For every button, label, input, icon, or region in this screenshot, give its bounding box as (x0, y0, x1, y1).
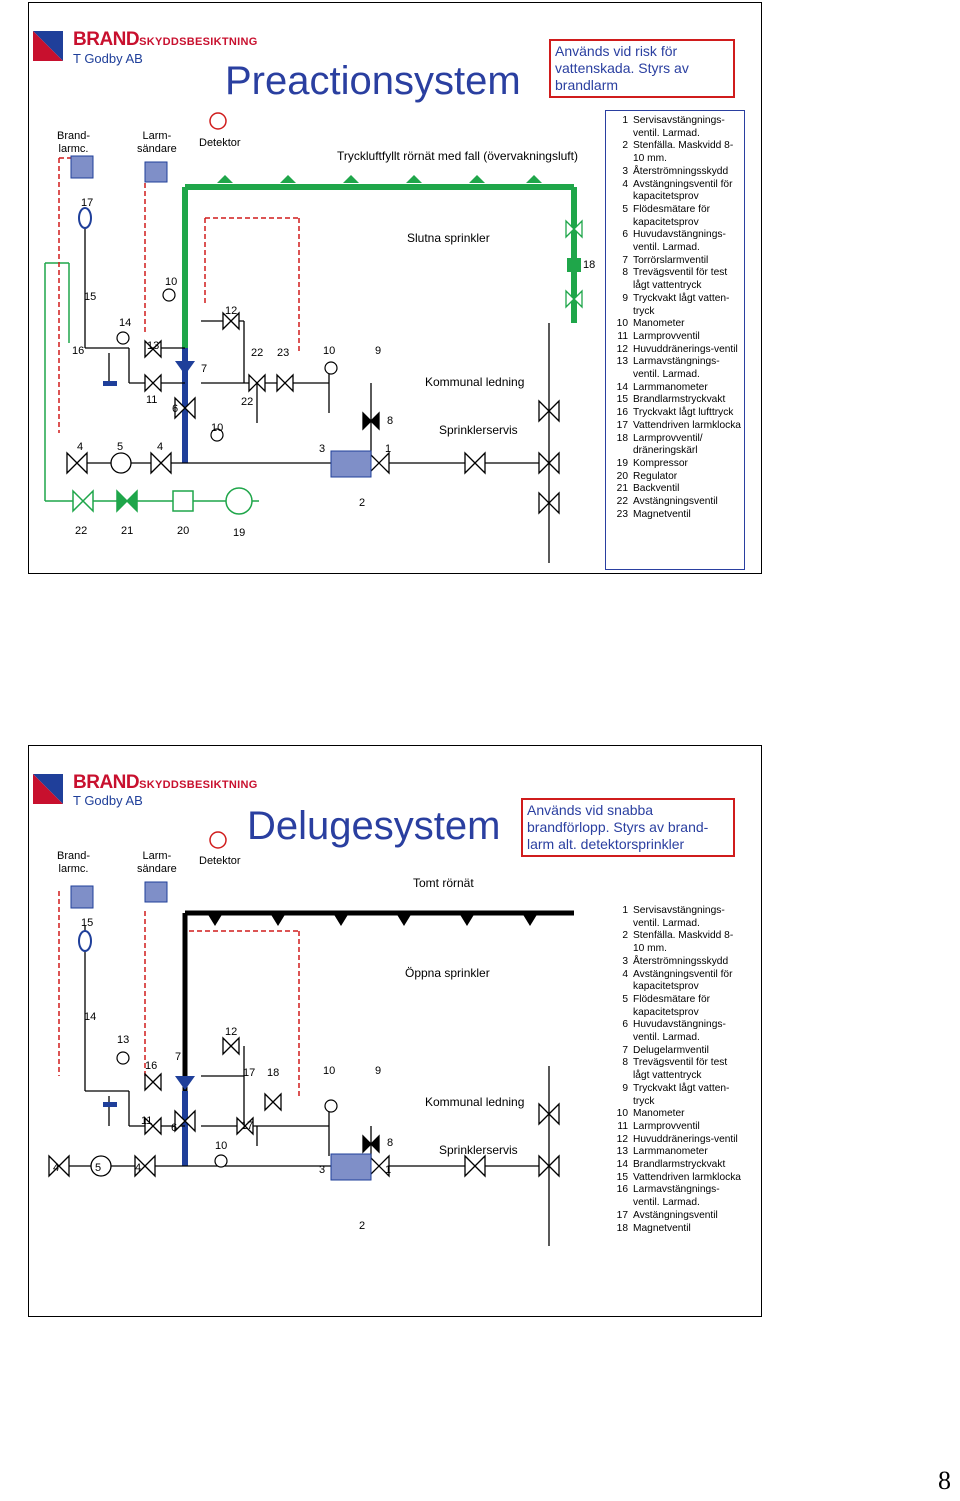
legend-number: 18 (616, 1222, 628, 1234)
legend-text: Flödesmätare för kapacitetsprov (633, 203, 711, 228)
legend-text: Larmprovventil/ dräneringskärl (633, 432, 703, 457)
legend-text: Avstängningsventil (633, 496, 718, 508)
sprinklerservis-label: Sprinklerservis (439, 423, 518, 437)
legend-text: Larmprovventil (633, 330, 700, 342)
company-name: T Godby AB (73, 51, 143, 66)
legend-list (612, 905, 742, 1235)
legend-number: 21 (616, 483, 628, 495)
pipe-label: Tryckluftfyllt rörnät med fall (övervakningsluft) (337, 149, 578, 163)
legend-number: 8 (622, 1057, 628, 1069)
component-number: 15 (84, 291, 97, 303)
legend-item (612, 905, 742, 930)
legend-text: Brandlarmstryckvakt (633, 394, 726, 406)
legend-number: 12 (616, 1133, 628, 1145)
legend-item (612, 382, 742, 395)
header-brandlarmc: Brand- larmc. (57, 850, 91, 875)
legend-number: 16 (616, 407, 628, 419)
legend-item (612, 420, 742, 433)
component-number: 22 (251, 347, 264, 359)
component-number: 22 (75, 525, 88, 537)
legend-number: 9 (622, 1082, 628, 1094)
legend-item (612, 1019, 742, 1044)
component-number: 19 (233, 527, 246, 539)
legend-number: 2 (622, 140, 628, 152)
brand-logo: BRANDSKYDDSBESIKTNING (73, 29, 258, 50)
component-number: 3 (319, 443, 326, 455)
component-number: 9 (375, 345, 382, 357)
legend-number: 2 (622, 930, 628, 942)
bell-icon (79, 208, 91, 228)
legend-text: Trevägsventil för test lågt vattentryck (633, 1057, 728, 1082)
legend-number: 8 (622, 267, 628, 279)
legend-number: 11 (617, 330, 628, 342)
legend-text: Vattendriven larmklocka (633, 419, 741, 431)
preaction-slide (28, 2, 762, 574)
component-number: 5 (117, 441, 124, 453)
component-number: 5 (95, 1162, 102, 1174)
legend-number: 11 (617, 1120, 628, 1132)
legend-text: Tryckvakt lågt lufttryck (633, 407, 734, 419)
legend-number: 23 (616, 508, 628, 520)
component-number: 4 (135, 1162, 142, 1174)
sprinkler-heads (217, 175, 542, 183)
legend-text: Tryckvakt lågt vatten-tryck (633, 292, 730, 317)
legend-text: Huvudavstängnings-ventil. Larmad. (633, 229, 726, 254)
pressure-switch (103, 1102, 117, 1107)
legend-item (612, 166, 742, 179)
legend-text: Manometer (633, 1108, 685, 1120)
legend-text: Larmavstängnings-ventil. Larmad. (633, 1184, 720, 1209)
component-number: 3 (319, 1164, 326, 1176)
legend-text: Återströmningsskydd (633, 955, 729, 967)
component-number: 10 (211, 422, 224, 434)
signal-lines (59, 891, 299, 1096)
legend-item (612, 1057, 742, 1082)
component-number: 4 (77, 441, 84, 453)
legend-number: 4 (622, 178, 628, 190)
alarm-valve (175, 361, 195, 375)
component-number: 1 (385, 443, 392, 455)
legend-item (612, 293, 742, 318)
component-number: 17 (243, 1067, 256, 1079)
component-number: 10 (215, 1140, 228, 1152)
legend-list (612, 115, 742, 522)
legend-number: 9 (622, 292, 628, 304)
legend-text: Servisavstängnings-ventil. Larmad. (633, 115, 725, 139)
legend-text: Vattendriven larmklocka (633, 1171, 741, 1183)
legend-item (612, 509, 742, 522)
component-number: 12 (225, 305, 238, 317)
legend-number: 7 (622, 1044, 628, 1056)
legend-text: Trevägsventil för test lågt vattentryck (633, 267, 728, 292)
component-number: 16 (145, 1060, 158, 1072)
company-name: T Godby AB (73, 793, 143, 808)
slide-title: Preactionsystem (225, 59, 521, 103)
component-number: 4 (53, 1162, 60, 1174)
legend-number: 10 (616, 1108, 628, 1120)
kommunal-label: Kommunal ledning (425, 375, 525, 389)
legend-text: Huvuddränerings-ventil (633, 1133, 738, 1145)
brand-logo: BRANDSKYDDSBESIKTNING (73, 772, 258, 793)
legend-number: 17 (616, 419, 628, 431)
larmsandare-box (145, 162, 167, 182)
legend-item (612, 255, 742, 268)
header-larmsandare: Larm- sändare (137, 850, 177, 875)
legend-item (612, 331, 742, 344)
legend-text: Magnetventil (633, 1222, 691, 1234)
legend-item (612, 433, 742, 458)
header-brandlarmc: Brand- larmc. (57, 130, 91, 155)
deluge-slide (28, 745, 762, 1317)
legend-text: Huvuddränerings-ventil (633, 343, 738, 355)
component-number: 15 (81, 917, 94, 929)
component-number: 6 (172, 403, 179, 415)
legend-item (612, 140, 742, 165)
legend-text: Avstängningsventil för kapacitetsprov (633, 178, 733, 203)
legend-text: Återströmningsskydd (633, 165, 729, 177)
deluge-valve (175, 1076, 195, 1090)
legend-item (612, 267, 742, 292)
page-number: 8 (938, 1466, 951, 1495)
legend-number: 10 (616, 318, 628, 330)
legend-item (612, 969, 742, 994)
legend-text: Huvudavstängnings-ventil. Larmad. (633, 1019, 726, 1044)
legend-number: 13 (616, 1146, 628, 1158)
legend-item (612, 994, 742, 1019)
legend-text: Larmavstängnings-ventil. Larmad. (633, 356, 720, 381)
legend-item (612, 1083, 742, 1108)
component-number: 20 (177, 525, 190, 537)
legend-text: Regulator (633, 470, 678, 482)
legend-item (612, 1134, 742, 1147)
legend-item (612, 179, 742, 204)
legend-item (612, 483, 742, 496)
legend-item (612, 1159, 742, 1172)
component-number: 1 (385, 1164, 392, 1176)
legend-number: 18 (616, 432, 628, 444)
legend-number: 13 (616, 356, 628, 368)
header-detektor: Detektor (199, 855, 241, 867)
component-number: 14 (84, 1011, 97, 1023)
legend-number: 19 (616, 457, 628, 469)
pipe-label: Tomt rörnät (413, 876, 474, 890)
legend-number: 15 (616, 1171, 628, 1183)
component-number: 17 (241, 1120, 254, 1132)
component-number: 12 (225, 1026, 238, 1038)
kommunal-label: Kommunal ledning (425, 1095, 525, 1109)
component-number: 18 (267, 1067, 280, 1079)
legend-text: Flödesmätare för kapacitetsprov (633, 993, 711, 1018)
legend-item (612, 1045, 742, 1058)
brandlarmcentral-box (71, 886, 93, 908)
legend-item (612, 1121, 742, 1134)
legend-number: 4 (622, 968, 628, 980)
pressure-switch (103, 381, 117, 386)
legend-number: 15 (616, 394, 628, 406)
legend-item (612, 1184, 742, 1209)
legend-text: Servisavstängnings-ventil. Larmad. (633, 905, 725, 929)
component-number: 7 (201, 363, 208, 375)
legend-item (612, 1223, 742, 1236)
legend-item (612, 115, 742, 140)
legend-item (612, 407, 742, 420)
legend-number: 17 (616, 1209, 628, 1221)
legend-text: Torrörslarmventil (633, 254, 709, 266)
component-number: 7 (175, 1051, 182, 1063)
legend-number: 7 (622, 254, 628, 266)
legend-text: Kompressor (633, 457, 688, 469)
slide-title: Delugesystem (247, 804, 501, 848)
legend-number: 12 (616, 343, 628, 355)
legend-item (612, 1108, 742, 1121)
detector-icon (210, 113, 226, 129)
legend-item (612, 204, 742, 229)
legend-text: Manometer (633, 318, 685, 330)
piping (67, 223, 549, 563)
component-number: 10 (323, 1065, 336, 1077)
legend-number: 6 (622, 229, 628, 241)
legend-text: Brandlarmstryckvakt (633, 1159, 726, 1171)
legend-item (612, 1172, 742, 1185)
component-number: 2 (359, 497, 366, 509)
legend-number: 3 (622, 955, 628, 967)
legend-item (612, 930, 742, 955)
legend-number: 1 (622, 115, 628, 126)
component-number: 4 (157, 441, 164, 453)
larmsandare-box (145, 882, 167, 902)
legend-item (612, 956, 742, 969)
component-number: 13 (147, 340, 160, 352)
component-number: 8 (387, 1137, 394, 1149)
bell-icon (79, 931, 91, 951)
component-number: 6 (171, 1122, 178, 1134)
sprinkler-label: Öppna sprinkler (405, 966, 490, 980)
component-number: 23 (277, 347, 290, 359)
component-number: 11 (141, 1115, 153, 1127)
legend-number: 14 (616, 381, 628, 393)
backflow-preventer (331, 1154, 371, 1180)
legend-number: 1 (622, 905, 628, 916)
legend-text: Larmmanometer (633, 381, 708, 393)
legend-item (612, 1210, 742, 1223)
legend-item (612, 356, 742, 381)
usage-note: Används vid snabba brandförlopp. Styrs av brand-larm alt. detektorsprinkler (521, 798, 735, 857)
legend-item (612, 1146, 742, 1159)
component-number: 10 (323, 345, 336, 357)
legend-item (612, 344, 742, 357)
drain-vessel (567, 258, 581, 272)
header-detektor: Detektor (199, 137, 241, 149)
legend-text: Stenfälla. Maskvidd 8-10 mm. (633, 930, 734, 955)
legend-text: Magnetventil (633, 508, 691, 520)
backflow-preventer (331, 451, 371, 477)
header-larmsandare: Larm- sändare (137, 130, 177, 155)
component-number: 18 (583, 259, 596, 271)
component-number: 13 (117, 1034, 130, 1046)
component-number: 16 (72, 345, 85, 357)
legend-item (612, 318, 742, 331)
legend-number: 5 (622, 203, 628, 215)
legend-item (612, 471, 742, 484)
component-number: 2 (359, 1220, 366, 1232)
legend-number: 14 (616, 1159, 628, 1171)
component-number: 21 (121, 525, 134, 537)
component-number: 22 (241, 396, 254, 408)
legend-number: 5 (622, 993, 628, 1005)
usage-note: Används vid risk för vattenskada. Styrs av brandlarm (549, 39, 735, 98)
component-number: 14 (119, 317, 132, 329)
legend-number: 16 (616, 1184, 628, 1196)
legend-item (612, 496, 742, 509)
detector-icon (210, 832, 226, 848)
brandlarmcentral-box (71, 156, 93, 178)
component-number: 8 (387, 415, 394, 427)
legend-text: Tryckvakt lågt vatten-tryck (633, 1082, 730, 1107)
sprinklerservis-label: Sprinklerservis (439, 1143, 518, 1157)
component-number: 17 (81, 197, 94, 209)
sprinkler-label: Slutna sprinkler (407, 231, 490, 245)
legend (605, 900, 745, 1266)
legend-item (612, 458, 742, 471)
legend-item (612, 394, 742, 407)
legend-number: 22 (616, 496, 628, 508)
legend-text: Stenfälla. Maskvidd 8-10 mm. (633, 140, 734, 165)
legend-item (612, 229, 742, 254)
component-number: 10 (165, 276, 178, 288)
legend-number: 6 (622, 1019, 628, 1031)
legend-text: Backventil (633, 483, 680, 495)
component-number: 9 (375, 1065, 382, 1077)
legend-text: Delugelarmventil (633, 1044, 709, 1056)
component-number: 11 (146, 394, 158, 406)
legend-text: Avstängningsventil för kapacitetsprov (633, 968, 733, 993)
legend (605, 110, 745, 570)
legend-text: Larmprovventil (633, 1120, 700, 1132)
legend-number: 3 (622, 165, 628, 177)
legend-text: Larmmanometer (633, 1146, 708, 1158)
legend-number: 20 (616, 470, 628, 482)
legend-text: Avstängningsventil (633, 1209, 718, 1221)
